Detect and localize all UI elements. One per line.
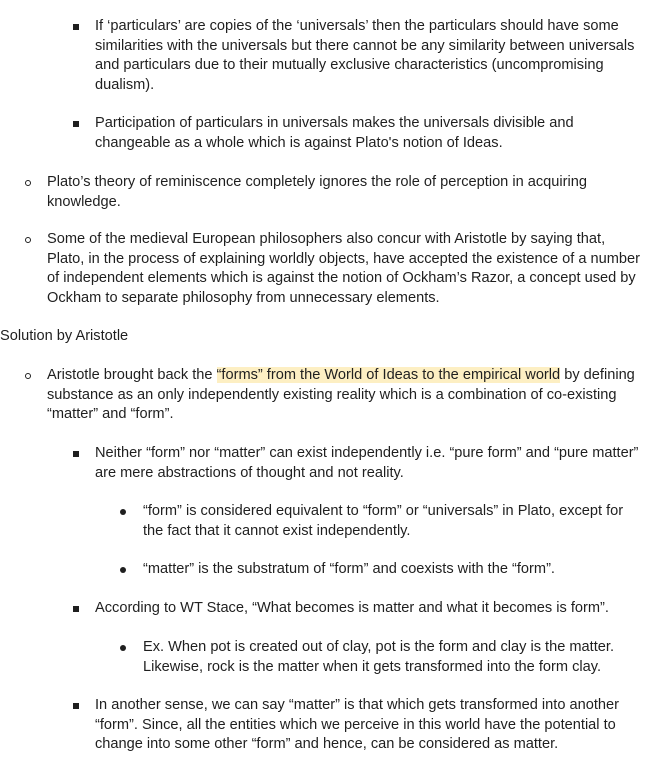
dot-bullet-icon — [120, 567, 126, 573]
list-item: Some of the medieval European philosophers also concur with Aristotle by saying that, Plato, in the process of explaining worldly objects, have accepted the existence of a number of independent elements which is against the notion of Ockham’s Razor, a concept used by Ockham to separate philosophy from unnecessary elements. — [47, 231, 641, 306]
square-bullet-icon — [73, 24, 79, 30]
square-bullet-icon — [73, 451, 79, 457]
list-item: According to WT Stace, “What becomes is matter and what it becomes is form”. — [95, 600, 609, 616]
section-heading: Solution by Aristotle — [0, 328, 129, 344]
list-item: Neither “form” nor “matter” can exist independently i.e. “pure form” and “pure matter” are mere abstractions of thought and not reality. — [95, 445, 639, 481]
list-item: In another sense, we can say “matter” is that which gets transformed into another “form”. Since, all the entities which we perceive in this world have the potential to change into some other “form” and hence, can be considered as matter. — [95, 697, 620, 752]
circle-bullet-icon — [25, 237, 31, 243]
square-bullet-icon — [73, 606, 79, 612]
square-bullet-icon — [73, 703, 79, 709]
highlighted-text: “forms” from the World of Ideas to the empirical world — [216, 367, 561, 383]
list-item: If ‘particulars’ are copies of the ‘universals’ then the particulars should have some similarities with the universals but there cannot be any similarity between universals and particulars due to their mutually exclusive characteristics (uncompromising dualism). — [95, 18, 635, 93]
circle-bullet-icon — [25, 180, 31, 186]
list-item: Ex. When pot is created out of clay, pot is the form and clay is the matter. Likewise, rock is the matter when it gets transformed into the form clay. — [143, 639, 615, 675]
list-item: Plato’s theory of reminiscence completely ignores the role of perception in acquiring knowledge. — [47, 174, 587, 210]
list-item: “form” is considered equivalent to “form” or “universals” in Plato, except for the fact that it cannot exist independently. — [143, 503, 624, 539]
dot-bullet-icon — [120, 509, 126, 515]
list-item: Participation of particulars in universals makes the universals divisible and changeable as a whole which is against Plato's notion of Ideas. — [95, 115, 574, 151]
list-item: “matter” is the substratum of “form” and coexists with the “form”. — [143, 561, 555, 577]
list-item: Aristotle brought back the “forms” from the World of Ideas to the empirical world by defining substance as an only independently existing reality which is a combination of co-existing “matter” and “form”. — [47, 367, 635, 422]
square-bullet-icon — [73, 121, 79, 127]
dot-bullet-icon — [120, 645, 126, 651]
circle-bullet-icon — [25, 373, 31, 379]
